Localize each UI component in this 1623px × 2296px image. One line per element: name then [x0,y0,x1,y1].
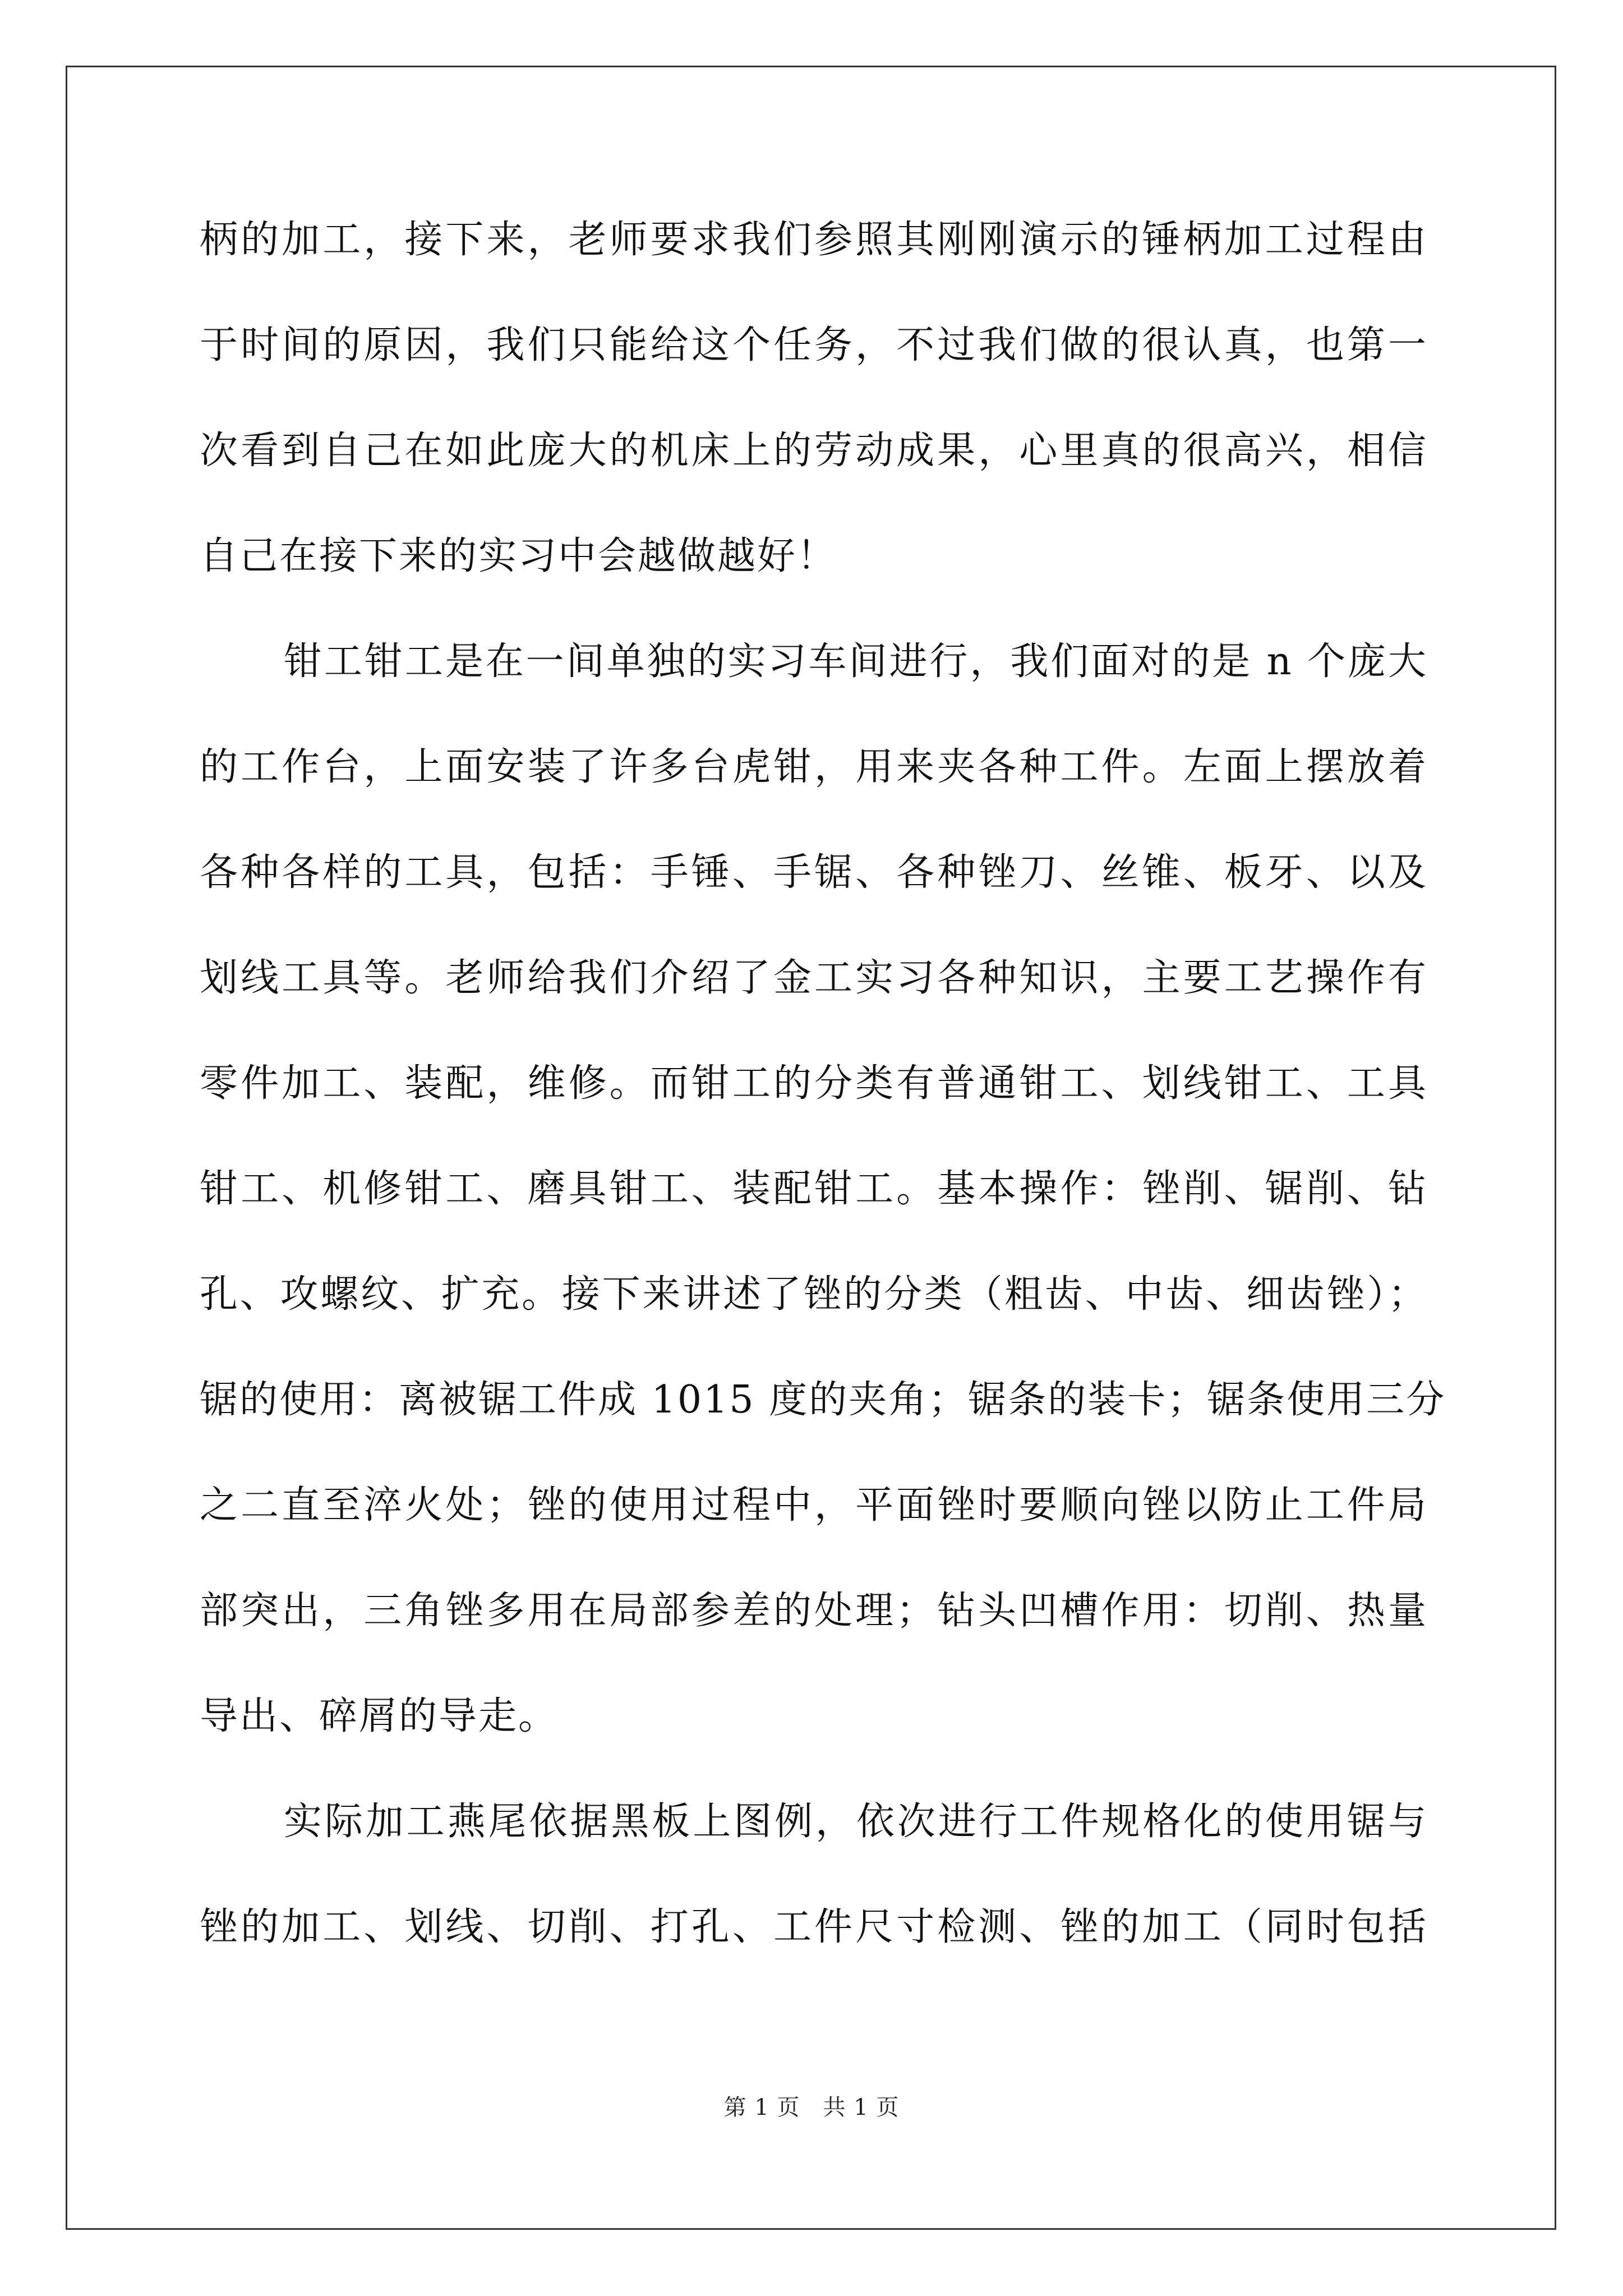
paragraph-2-line-1: 钳工钳工是在一间单独的实习车间进行，我们面对的是 n 个庞大 [284,639,1428,684]
page-number-footer: 第 1 页 共 1 页 [723,2095,900,2120]
paragraph-1-line-1: 柄的加工，接下来，老师要求我们参照其刚刚演示的锤柄加工过程由 [200,218,1428,262]
paragraph-2-line-4: 划线工具等。老师给我们介绍了金工实习各种知识，主要工艺操作有 [200,956,1428,1000]
paragraph-2-line-7: 孔、攻螺纹、扩充。接下来讲述了锉的分类（粗齿、中齿、细齿锉）； [200,1272,1428,1317]
paragraph-1-line-2: 于时间的原因，我们只能给这个任务，不过我们做的很认真，也第一 [200,323,1428,367]
paragraph-3-line-2: 锉的加工、划线、切削、打孔、工件尺寸检测、锉的加工（同时包括 [200,1905,1428,1949]
paragraph-1-line-4: 自己在接下来的实习中会越做越好！ [200,534,837,578]
paragraph-2-line-9: 之二直至淬火处；锉的使用过程中，平面锉时要顺向锉以防止工件局 [200,1483,1428,1527]
paragraph-3-line-1: 实际加工燕尾依据黑板上图例，依次进行工件规格化的使用锯与 [284,1800,1428,1844]
paragraph-2-line-10: 部突出，三角锉多用在局部参差的处理；钻头凹槽作用：切削、热量 [200,1589,1428,1633]
paragraph-2-line-3: 各种各样的工具，包括：手锤、手锯、各种锉刀、丝锥、板牙、以及 [200,850,1428,895]
paragraph-2-line-8: 锯的使用：离被锯工件成 1015 度的夹角；锯条的装卡；锯条使用三分 [200,1378,1446,1422]
paragraph-1-line-3: 次看到自己在如此庞大的机床上的劳动成果，心里真的很高兴，相信 [200,429,1428,473]
paragraph-2-line-11: 导出、碎屑的导走。 [200,1694,559,1738]
paragraph-2-line-6: 钳工、机修钳工、磨具钳工、装配钳工。基本操作：锉削、锯削、钻 [200,1167,1428,1211]
paragraph-2-line-5: 零件加工、装配，维修。而钳工的分类有普通钳工、划线钳工、工具 [200,1061,1428,1106]
paragraph-2-line-2: 的工作台，上面安装了许多台虎钳，用来夹各种工件。左面上摆放着 [200,745,1428,789]
